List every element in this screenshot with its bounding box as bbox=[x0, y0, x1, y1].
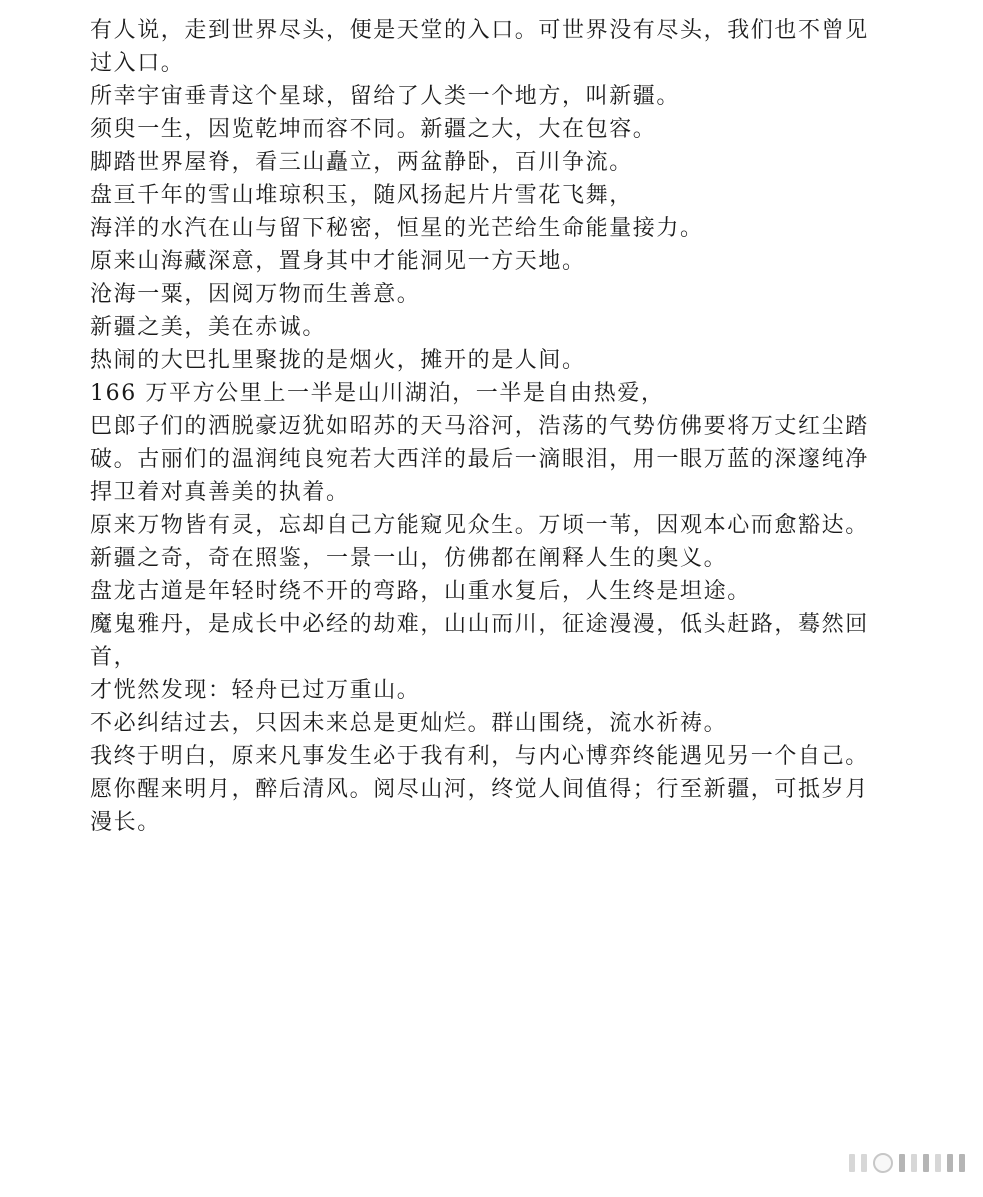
paragraph: 海洋的水汽在山与留下秘密，恒星的光芒给生命能量接力。 bbox=[90, 216, 704, 241]
watermark-mark bbox=[849, 1153, 965, 1173]
paragraph: 有人说，走到世界尽头，便是天堂的入口。可世界没有尽头，我们也不曾见过入口。 bbox=[90, 18, 869, 76]
watermark-bar bbox=[861, 1154, 867, 1172]
paragraph: 愿你醒来明月，醉后清风。阅尽山河，终觉人间值得；行至新疆，可抵岁月漫长。 bbox=[90, 777, 869, 835]
paragraph: 巴郎子们的洒脱豪迈犹如昭苏的天马浴河，浩荡的气势仿佛要将万丈红尘踏破。古丽们的温润纯良宛若大西洋的最后一滴眼泪，用一眼万蓝的深邃纯净捍卫着对真善美的执着。 bbox=[90, 414, 869, 505]
watermark-bar bbox=[849, 1154, 855, 1172]
watermark-circle-icon bbox=[873, 1153, 893, 1173]
essay-body bbox=[90, 14, 890, 839]
paragraph: 我终于明白，原来凡事发生必于我有利，与内心博弈终能遇见另一个自己。 bbox=[90, 744, 869, 769]
paragraph: 才恍然发现：轻舟已过万重山。 bbox=[90, 678, 421, 703]
watermark-bar bbox=[947, 1154, 953, 1172]
paragraph: 新疆之美，美在赤诚。 bbox=[90, 315, 327, 340]
watermark-bar bbox=[911, 1154, 917, 1172]
paragraph: 须臾一生，因览乾坤而容不同。新疆之大，大在包容。 bbox=[90, 117, 657, 142]
paragraph: 热闹的大巴扎里聚拢的是烟火，摊开的是人间。 bbox=[90, 348, 586, 373]
paragraph: 新疆之奇，奇在照鉴，一景一山，仿佛都在阐释人生的奥义。 bbox=[90, 546, 728, 571]
paragraph: 魔鬼雅丹，是成长中必经的劫难，山山而川，征途漫漫，低头赶路，蓦然回首， bbox=[90, 612, 869, 670]
paragraph: 不必纠结过去，只因未来总是更灿烂。群山围绕，流水祈祷。 bbox=[90, 711, 728, 736]
paragraph: 所幸宇宙垂青这个星球，留给了人类一个地方，叫新疆。 bbox=[90, 84, 681, 109]
watermark-bar bbox=[923, 1154, 929, 1172]
paragraph: 盘亘千年的雪山堆琼积玉，随风扬起片片雪花飞舞， bbox=[90, 183, 633, 208]
watermark-bar bbox=[899, 1154, 905, 1172]
watermark-bar bbox=[935, 1154, 941, 1172]
paragraph: 沧海一粟，因阅万物而生善意。 bbox=[90, 282, 421, 307]
paragraph: 盘龙古道是年轻时绕不开的弯路，山重水复后，人生终是坦途。 bbox=[90, 579, 751, 604]
paragraph: 脚踏世界屋脊，看三山矗立，两盆静卧，百川争流。 bbox=[90, 150, 633, 175]
paragraph: 原来山海藏深意，置身其中才能洞见一方天地。 bbox=[90, 249, 586, 274]
paragraph: 166 万平方公里上一半是山川湖泊，一半是自由热爱， bbox=[90, 381, 665, 406]
watermark-bar bbox=[959, 1154, 965, 1172]
paragraph: 原来万物皆有灵，忘却自己方能窥见众生。万顷一苇，因观本心而愈豁达。 bbox=[90, 513, 869, 538]
